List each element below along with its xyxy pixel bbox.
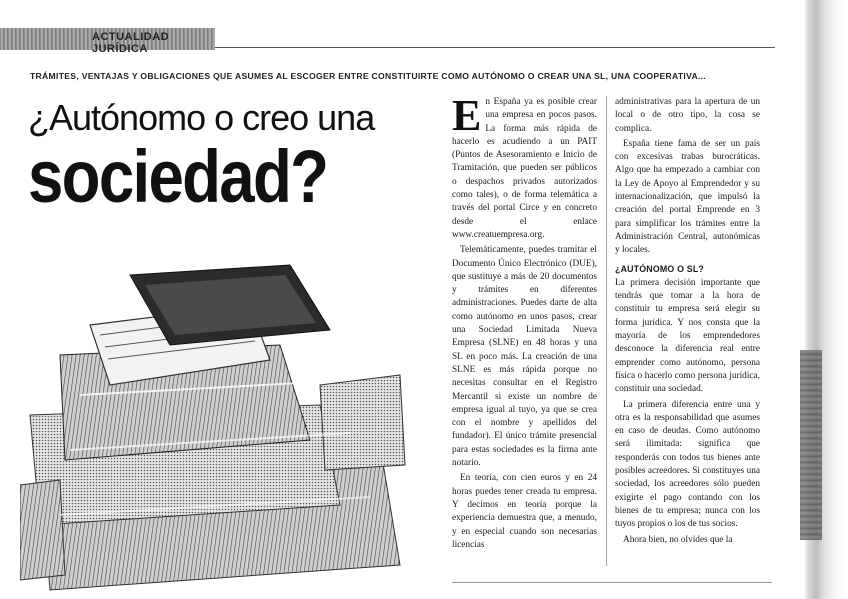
paragraph: España tiene fama de ser un país con excesivas trabas burocráticas. Algo que ha empezado a cambiar con la Ley de Apoyo al Emprendedor y su internacionalización, que impulsó la creación del portal Emprende en 3 para simplificar los trámites entre la Administración Central, autonómicas y locales. [615, 138, 760, 256]
section-tag [0, 28, 215, 55]
dropcap: E [452, 91, 482, 140]
paragraph: Telemáticamente, puedes tramitar el Documento Único Electrónico (DUE), que sustituye a más de 20 documentos y trámites en diferentes administraciones. Puedes darte de alta como autónomo en unos pasos, crear una Sociedad Limitada Nueva Empresa (SLNE) en 48 horas y una SL en poco más. La creación de una SLNE es más rápida porque no necesitas consultar en el Registro Mercantil si existe un nombre de empresa igual al tuyo, ya que se crea con el nombre y apellidos del fundador). El único trámite presencial para estas sociedades es la firma ante notario. [452, 245, 597, 469]
bottom-rule [452, 582, 772, 583]
section-label: ACTUALIDAD JURÍDICA [92, 31, 170, 55]
section-subhead: ¿AUTÓNOMO O SL? [615, 263, 705, 274]
paragraph: Ahora bien, no olvides que la [623, 534, 733, 545]
column-divider [606, 96, 607, 566]
page-edge-tab [800, 350, 822, 540]
header-rule [215, 47, 775, 48]
headline-line-1: ¿Autónomo o creo una [28, 97, 375, 138]
paragraph: La primera decisión importante que tendrás que tomar a la hora de constituir tu empresa será elegir su forma jurídica. Y nos consta que la mayoría de los emprendedores desconoce la diferencia real entre emprender como autónomo, persona física o hacerlo como persona jurídica, constituir una sociedad. [615, 277, 760, 395]
headline-line-2: sociedad? [28, 135, 328, 218]
article-column-2 [615, 96, 760, 549]
paragraph [452, 91, 597, 242]
paragraph: La primera diferencia entre una y otra es la responsabilidad que asumes en caso de deudas. Como autónomo será ilimitada: significa que responderás con todos tus bienes ante posibles acreedores. Si constituyes una sociedad, los acreedores sólo pueden exigirte el pago contando con los bienes de tu empresa; nunca con los tuyos propios o los de tus socios. [615, 399, 760, 530]
paragraph: administrativas para la apertura de un local o de otro tipo, la cosa se complica. [615, 97, 760, 134]
paper-stack-illustration [20, 235, 410, 595]
paragraph: En teoría, con cien euros y en 24 horas puedes tener creada tu empresa. Y decimos en teoría porque la experiencia demuestra que, a menudo, y en especial cuando son necesarias licencias [452, 473, 597, 550]
paragraph-text: n España ya es posible crear una empresa en pocos pasos. La forma más rápida de hacerlo es acudiendo a un PAIT (Puntos de Asesoramiento e Inicio de Tramitación, que pueden ser públicos o despachos privados autorizados como tales), o de forma telemática a través del portal Circe y en concreto desde el enlace www.creatuempresa.org. [452, 97, 597, 240]
article-column-1 [452, 91, 597, 554]
article-tagline: TRÁMITES, VENTAJAS Y OBLIGACIONES QUE ASUMES AL ESCOGER ENTRE CONSTITUIRTE COMO AUTÓNOMO O CREAR UNA SL, UNA COOPERATIVA... [30, 71, 707, 81]
